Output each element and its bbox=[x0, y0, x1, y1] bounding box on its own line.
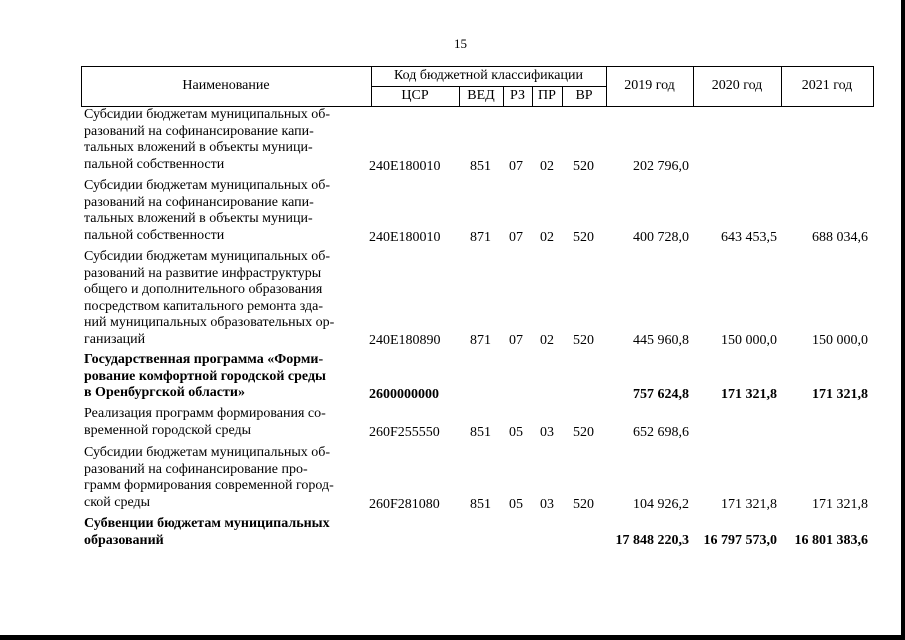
row-2020: 150 000,0 bbox=[721, 333, 777, 348]
row-rz: 05 bbox=[509, 497, 523, 512]
row-2021: 171 321,8 bbox=[812, 497, 868, 512]
header-code-group: Код бюджетной классификации bbox=[394, 68, 583, 83]
row-csr: 260F255550 bbox=[369, 425, 440, 440]
row-2020: 171 321,8 bbox=[721, 387, 777, 402]
row-2019: 17 848 220,3 bbox=[615, 533, 689, 548]
row-ved: 851 bbox=[470, 159, 491, 174]
row-name-line: Субсидии бюджетам муниципальных об- bbox=[84, 107, 331, 122]
row-name-line: рование комфортной городской среды bbox=[84, 368, 326, 384]
row-name-line: в Оренбургской области» bbox=[84, 385, 245, 400]
row-2020: 171 321,8 bbox=[721, 497, 777, 512]
row-rz: 07 bbox=[509, 230, 523, 245]
row-ved: 871 bbox=[470, 230, 491, 245]
header-csr: ЦСР bbox=[401, 88, 429, 103]
row-pr: 02 bbox=[540, 333, 554, 348]
row-pr: 03 bbox=[540, 497, 554, 512]
row-2019: 400 728,0 bbox=[633, 230, 689, 245]
row-name-line: грамм формирования современной город- bbox=[84, 478, 334, 493]
row-ved: 851 bbox=[470, 425, 491, 440]
row-ved: 871 bbox=[470, 333, 491, 348]
row-name-line: Государственная программа «Форми- bbox=[84, 352, 324, 367]
page-frame-bottom bbox=[0, 635, 905, 640]
row-name-line: Субсидии бюджетам муниципальных об- bbox=[84, 178, 331, 193]
row-2019: 652 698,6 bbox=[633, 425, 689, 440]
row-name-line: пальной собственности bbox=[84, 227, 225, 243]
header-2021: 2021 год bbox=[801, 78, 853, 93]
row-name-line: общего и дополнительного образования bbox=[84, 282, 323, 297]
row-name-line: ганизаций bbox=[84, 331, 146, 347]
row-csr: 240E180010 bbox=[369, 230, 441, 245]
row-name-line: разований на развитие инфраструктуры bbox=[84, 265, 322, 281]
row-name bbox=[84, 445, 349, 511]
row-2019: 445 960,8 bbox=[633, 333, 689, 348]
row-vr: 520 bbox=[573, 425, 594, 440]
row-name-line: посредством капитального ремонта зда- bbox=[84, 298, 323, 314]
row-2020: 643 453,5 bbox=[721, 230, 777, 245]
page-number: 15 bbox=[454, 36, 467, 51]
row-2019: 104 926,2 bbox=[633, 497, 689, 512]
row-vr: 520 bbox=[573, 159, 594, 174]
row-vr: 520 bbox=[573, 497, 594, 512]
header-2020: 2020 год bbox=[711, 78, 763, 93]
row-2021: 688 034,6 bbox=[812, 230, 868, 245]
header-name: Наименование bbox=[182, 78, 270, 93]
row-name-line: образований bbox=[84, 532, 164, 548]
row-2021: 171 321,8 bbox=[812, 387, 868, 402]
row-pr: 03 bbox=[540, 425, 554, 440]
header-right-border bbox=[873, 66, 874, 107]
row-pr: 02 bbox=[540, 230, 554, 245]
row-2020: 16 797 573,0 bbox=[703, 533, 777, 548]
row-2021: 150 000,0 bbox=[812, 333, 868, 348]
header-pr: ПР bbox=[538, 88, 556, 103]
row-2021: 16 801 383,6 bbox=[794, 533, 868, 548]
row-name-line: разований на софинансирование про- bbox=[84, 461, 308, 477]
header-top-border bbox=[81, 66, 874, 67]
row-csr: 240E180890 bbox=[369, 333, 441, 348]
row-pr: 02 bbox=[540, 159, 554, 174]
row-name-line: ний муниципальных образовательных ор- bbox=[84, 315, 335, 330]
row-name-line: ской среды bbox=[84, 494, 151, 510]
row-name-line: тальных вложений в объекты муници- bbox=[84, 140, 313, 155]
row-name-line: Субсидии бюджетам муниципальных об- bbox=[84, 445, 331, 460]
row-rz: 07 bbox=[509, 159, 523, 174]
row-vr: 520 bbox=[573, 333, 594, 348]
row-2019: 202 796,0 bbox=[633, 159, 689, 174]
row-2019: 757 624,8 bbox=[633, 387, 689, 402]
row-rz: 05 bbox=[509, 425, 523, 440]
table-header bbox=[81, 66, 874, 107]
row-ved: 851 bbox=[470, 497, 491, 512]
header-vr: ВР bbox=[575, 88, 593, 103]
row-name-line: временной городской среды bbox=[84, 422, 252, 438]
row-name bbox=[84, 516, 349, 549]
row-name-line: Реализация программ формирования со- bbox=[84, 406, 326, 421]
row-csr: 2600000000 bbox=[369, 387, 439, 402]
row-vr: 520 bbox=[573, 230, 594, 245]
row-name-line: Субвенции бюджетам муниципальных bbox=[84, 516, 330, 531]
row-name bbox=[84, 249, 349, 348]
header-ved: ВЕД bbox=[467, 88, 495, 103]
header-rz: РЗ bbox=[510, 88, 525, 103]
row-name bbox=[84, 352, 349, 402]
row-csr: 260F281080 bbox=[369, 497, 440, 512]
header-2019: 2019 год bbox=[624, 78, 675, 93]
header-code-divider bbox=[371, 86, 606, 87]
row-name-line: пальной собственности bbox=[84, 156, 225, 172]
row-name-line: разований на софинансирование капи- bbox=[84, 123, 314, 139]
row-name-line: Субсидии бюджетам муниципальных об- bbox=[84, 249, 331, 264]
row-name bbox=[84, 107, 349, 173]
row-name-line: тальных вложений в объекты муници- bbox=[84, 211, 313, 226]
row-csr: 240E180010 bbox=[369, 159, 441, 174]
row-name bbox=[84, 178, 349, 244]
row-rz: 07 bbox=[509, 333, 523, 348]
page-frame-right bbox=[901, 0, 905, 640]
row-name bbox=[84, 406, 349, 439]
row-name-line: разований на софинансирование капи- bbox=[84, 194, 314, 210]
